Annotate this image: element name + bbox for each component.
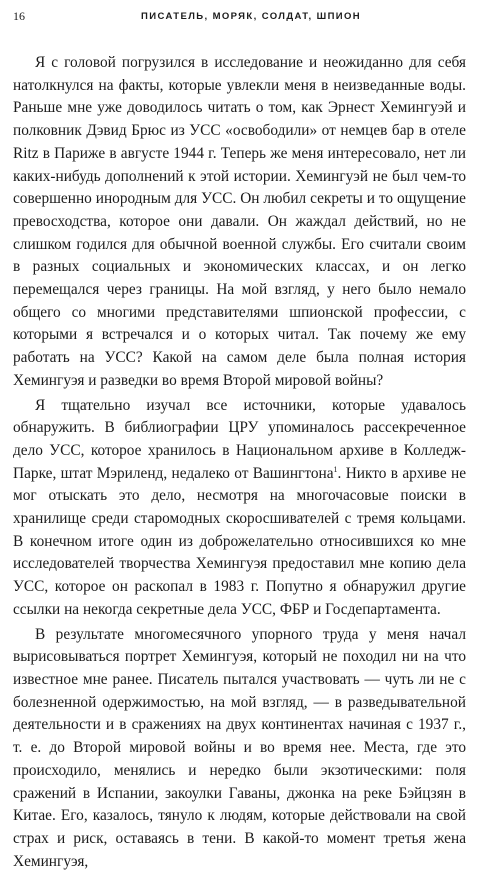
running-title: ПИСАТЕЛЬ, МОРЯК, СОЛДАТ, ШПИОН (141, 11, 362, 22)
paragraph-2 (13, 395, 466, 622)
footnote-marker[interactable]: 1 (333, 464, 338, 474)
paragraph-2-text-a: Я тщательно изучал все источники, которые удавалось обнаружить. В библиографии ЦРУ упоминалось рассекреченное дело УСС, которое хранилось в Национальном архиве в Колледж-Парке, штат Мэриленд, недалеко от Вашингтона (13, 396, 466, 482)
paragraph-1: Я с головой погрузился в исследование и неожиданно для себя натолкнулся на факты, которые увлекли меня в неизведанные воды. Раньше мне уже доводилось читать о том, как Эрнест Хемингуэй и полковник Дэвид Брюс из УСС «освободили» от немцев бар в отеле Ritz в Париже в августе 1944 г. Теперь же меня интересовало, нет ли каких-нибудь дополнений к этой истории. Хемингуэй не был чем-то совершенно инородным для УСС. Он любил секреты и то ощущение превосходства, которое они давали. Он жаждал действий, но не слишком годился для обычной военной службы. Его считали своим в разных социальных и экономических классах, и он легко перемещался через границы. На мой взгляд, у него было немало общего со многими представителями шпионской профессии, с которыми я встречался и о которых читал. Так почему же ему работать на УСС? Какой на самом деле была полная история Хемингуэя и разведки во время Второй мировой войны? (13, 54, 466, 389)
page-header (13, 10, 466, 24)
body-text (13, 52, 466, 873)
paragraph-3: В результате многомесячного упорного труда у меня начал вырисовываться портрет Хемингуэя, который не походил ни на что известное мне ранее. Писатель пытался участвовать — чуть ли не с болезненной одержимостью, на мой взгляд, — в разведывательной деятельности и в сражениях на двух континентах начиная с 1937 г., т. е. до Второй мировой войны и во время нее. Места, где это происходило, менялись и нередко были экзотическими: поля сражений в Испании, закоулки Гаваны, джонка на реке Бэйцзян в Китае. Его, казалось, тянуло к людям, которые действовали на свой страх и риск, оставаясь в тени. В какой-то момент третья жена Хемингуэя, (13, 625, 466, 870)
paragraph-2-text-b: . Никто в архиве не мог отыскать это дело, несмотря на многочасовые поиски в хранилище среди старомодных скоросшивателей с тремя кольцами. В конечном итоге один из доброжелательно относившихся ко мне исследователей творчества Хемингуэя предоставил мне копию дела УСС, которое он раскопал в 1983 г. Попутно я обнаружил другие ссылки на некогда секретные дела УСС, ФБР и Госдепартамента. (13, 464, 466, 618)
page-number: 16 (13, 9, 25, 23)
